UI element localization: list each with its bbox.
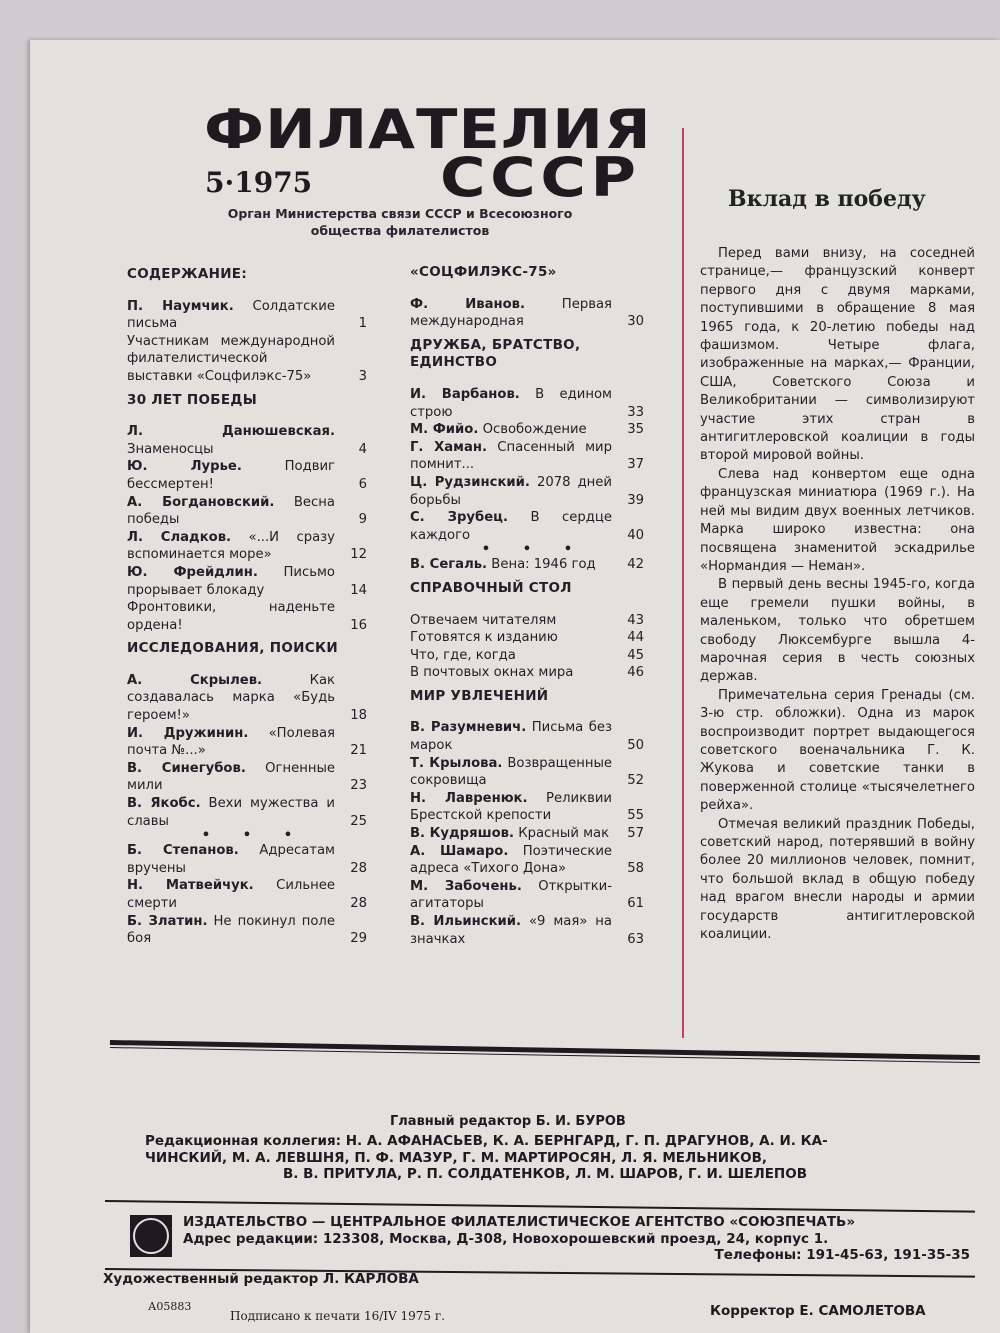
entry-title: Не покинул поле боя [127, 913, 335, 947]
entry-page: 35 [627, 422, 644, 438]
entry-author: И. Дружинин. [127, 725, 249, 741]
entry-title: Как создавалась марка «Будь героем!» [127, 672, 335, 724]
article-paragraph: Слева над конвертом еще одна французская миниатюра (1969 г.). На ней мы видим двух военных летчиков. Марка широко известна: она посвящена знаменитой эскадрилье «Нормандия — Неман». [700, 466, 975, 574]
contents-middle-column [410, 258, 644, 948]
entry-author: В. Ильинский. [410, 914, 522, 929]
entry-text [410, 421, 622, 439]
magazine-title: ФИЛАТЕЛИЯ [204, 98, 652, 161]
entry-title: 2078 дней борьбы [410, 474, 612, 508]
entry-author: Б. Степанов. [127, 843, 239, 859]
entry-page: 63 [627, 931, 644, 947]
art-editor: Художественный редактор Л. КАРЛОВА [103, 1271, 419, 1287]
entry-text [410, 296, 622, 331]
phones: Телефоны: 191-45-63, 191-35-35 [714, 1247, 970, 1263]
contents-entry[interactable] [127, 298, 367, 333]
entry-text [127, 333, 345, 386]
article-paragraph: Отмечая великий праздник Победы, советский народ, потерявший в войну более 20 миллионов человек, помнит, что большой вклад в общую победу над врагом внесли народы и армии государств антигитлеровской коалиции. [700, 816, 975, 943]
contents-entry[interactable] [127, 564, 367, 599]
section-heading: «СОЦФИЛЭКС-75» [410, 264, 557, 280]
entry-title: «...И сразу вспоминается море» [127, 529, 335, 563]
entry-page: 52 [627, 773, 644, 789]
entry-text [127, 423, 345, 458]
entry-author: Ф. Иванов. [410, 296, 526, 312]
entry-author: С. Зрубец. [410, 510, 508, 526]
contents-entry[interactable] [410, 509, 644, 544]
entry-title: «9 мая» на значках [410, 914, 613, 947]
entry-page: 23 [350, 778, 367, 794]
entry-title: Возвращенные сокровища [410, 755, 612, 789]
contents-entry[interactable] [410, 421, 644, 439]
entry-text [410, 474, 622, 509]
entry-author: М. Фийо. [410, 422, 479, 438]
board-line-3: В. В. ПРИТУЛА, Р. П. СОЛДАТЕНКОВ, Л. М. ШАРОВ, Г. И. ШЕЛЕПОВ [283, 1166, 807, 1182]
contents-entry[interactable] [410, 386, 644, 421]
entry-title: Поэтические адреса «Тихого Дона» [410, 843, 612, 877]
red-column-divider [682, 128, 684, 1038]
entry-page: 39 [627, 492, 644, 508]
entry-page: 57 [627, 826, 644, 842]
contents-entry[interactable] [410, 825, 644, 843]
entry-page: 12 [350, 547, 367, 563]
entry-title: Фронтовики, наденьте ордена! [127, 600, 335, 633]
print-code: А05883 [148, 1300, 192, 1313]
entry-title: Письма без марок [410, 720, 612, 754]
contents-entry[interactable] [410, 629, 644, 647]
entry-page: 30 [627, 314, 644, 330]
entry-page: 6 [358, 476, 367, 492]
contents-entry[interactable] [127, 423, 367, 458]
entry-title: Знаменосцы [127, 441, 214, 457]
board-line-1: Редакционная коллегия: Н. А. АФАНАСЬЕВ, К. А. БЕРНГАРД, Г. П. ДРАГУНОВ, А. И. КА- [145, 1133, 828, 1149]
entry-page: 44 [627, 630, 644, 646]
organ-line-1: Орган Министерства связи СССР и Всесоюзного [227, 206, 573, 221]
entry-text [410, 755, 622, 790]
entry-author: Т. Крылова. [410, 755, 503, 771]
entry-title: Вена: 1946 год [491, 557, 596, 573]
entry-page: 29 [350, 931, 367, 947]
entry-author: П. Наумчик. [127, 298, 234, 314]
entry-text [410, 843, 622, 878]
entry-page: 46 [627, 665, 644, 681]
publisher-organ [180, 205, 620, 239]
article-title: Вклад в победу [728, 186, 926, 212]
contents-entry[interactable] [410, 843, 644, 878]
contents-entry[interactable] [127, 529, 367, 564]
article-paragraph: Перед вами внизу, на соседней странице,— французский конверт первого дня с двумя марками, поступившими в обращение 8 мая 1965 года, к 20-летию победы над фашизмом. Четыре флага, изображенные на марках,— Франции, США, Советского Союза и Великобритании — символизируют участие этих стран в антигитлеровской коалиции в годы второй мировой войны. [700, 246, 975, 464]
entry-text [410, 878, 622, 913]
entry-text [127, 913, 345, 948]
contents-entry[interactable] [127, 877, 367, 912]
entry-author: Н. Лавренюк. [410, 790, 528, 806]
contents-entry[interactable] [127, 725, 367, 760]
entry-page: 61 [627, 896, 644, 912]
publisher-block [183, 1214, 973, 1248]
chief-editor: Главный редактор Б. И. БУРОВ [390, 1114, 626, 1129]
article-paragraph: Примечательна серия Гренады (см. 3-ю стр. обложки). Одна из марок воспроизводит портрет выдающегося советского военачальника Г. К. Жукова и советские танки в поверженной столице «тысячелетнего рейха». [700, 687, 975, 814]
section-separator: • • • [201, 828, 307, 844]
entry-author: А. Шамаро. [410, 843, 509, 859]
section-heading: СПРАВОЧНЫЙ СТОЛ [410, 579, 572, 596]
board-line-2: ЧИНСКИЙ, М. А. ЛЕВШНЯ, П. Ф. МАЗУР, Г. М. МАРТИРОСЯН, Л. Я. МЕЛЬНИКОВ, [145, 1149, 768, 1166]
entry-text [127, 842, 345, 877]
entry-title: Письмо прорывает блокаду [127, 564, 335, 598]
entry-text [127, 760, 345, 795]
entry-author: А. Скрылев. [127, 672, 263, 688]
entry-title: Огненные мили [127, 760, 335, 794]
entry-text [410, 612, 622, 630]
entry-page: 55 [627, 808, 644, 824]
entry-text [127, 672, 345, 725]
contents-entry[interactable] [127, 458, 367, 493]
entry-title: Подвиг бессмертен! [127, 459, 335, 492]
entry-author: В. Якобс. [127, 796, 201, 812]
contents-entry[interactable] [410, 790, 644, 825]
section-heading: СОДЕРЖАНИЕ: [127, 266, 248, 282]
article-body [700, 245, 975, 944]
entry-title: Спасенный мир помнит... [410, 439, 612, 473]
entry-page: 40 [627, 527, 644, 543]
entry-text [410, 386, 622, 421]
entry-title: «Полевая почта №...» [127, 725, 335, 759]
entry-author: В. Синегубов. [127, 760, 246, 776]
entry-page: 33 [627, 404, 644, 420]
contents-entry[interactable] [410, 474, 644, 509]
entry-title: В сердце каждого [410, 510, 612, 543]
entry-text [127, 458, 345, 493]
entry-author: В. Разумневич. [410, 720, 527, 736]
entry-author: М. Забочень. [410, 878, 522, 894]
contents-entry[interactable] [410, 439, 644, 474]
entry-text [410, 439, 622, 474]
contents-entry[interactable] [410, 296, 644, 331]
entry-text [127, 795, 345, 830]
entry-author: Ю. Лурье. [127, 459, 242, 475]
entry-page: 50 [627, 738, 644, 754]
entry-title: Что, где, когда [410, 647, 516, 663]
entry-page: 42 [627, 557, 644, 573]
contents-entry[interactable] [127, 333, 367, 386]
entry-author: Ц. Рудзинский. [410, 474, 530, 490]
entry-page: 18 [350, 708, 367, 724]
article-paragraph: В первый день весны 1945-го, когда еще гремели пушки войны, в маленьком, только что обретшем свободу Люксембурге вышла 4-марочная серия в честь союзных держав. [700, 577, 975, 685]
entry-text [410, 913, 622, 948]
entry-title: Участникам международной филателистической выставки «Соцфилэкс-75» [127, 333, 335, 384]
contents-entry[interactable] [127, 599, 367, 634]
entry-page: 28 [350, 860, 367, 876]
entry-title: Отвечаем читателям [410, 612, 557, 628]
entry-title: В едином строю [410, 386, 612, 420]
entry-text [127, 877, 345, 912]
contents-entry[interactable] [127, 494, 367, 529]
entry-text [410, 647, 622, 665]
editorial-address: Адрес редакции: 123308, Москва, Д-308, Новохорошевский проезд, 24, корпус 1. [183, 1231, 829, 1247]
entry-title: Сильнее смерти [127, 878, 335, 911]
entry-page: 16 [350, 617, 367, 633]
contents-entry[interactable] [127, 795, 367, 830]
section-heading: ДРУЖБА, БРАТСТВО, ЕДИНСТВО [410, 336, 581, 371]
contents-entry[interactable] [127, 672, 367, 725]
contents-entry[interactable] [410, 556, 644, 574]
entry-author: Л. Данюшевская. [127, 424, 335, 440]
entry-author: И. Варбанов. [410, 386, 520, 402]
entry-author: Н. Матвейчук. [127, 878, 254, 894]
entry-author: В. Кудряшов. [410, 826, 515, 842]
corrector: Корректор Е. САМОЛЕТОВА [710, 1303, 926, 1319]
entry-author: Л. Сладков. [127, 529, 232, 545]
signed-to-print: Подписано к печати 16/IV 1975 г. [230, 1309, 445, 1323]
entry-text [410, 664, 622, 682]
contents-entry[interactable] [410, 755, 644, 790]
entry-page: 43 [627, 612, 644, 628]
entry-title: Красный мак [518, 826, 610, 842]
entry-title: Адресатам вручены [127, 843, 335, 876]
entry-title: Открытки-агитаторы [410, 878, 612, 912]
entry-page: 21 [350, 743, 367, 759]
entry-title: Реликвии Брестской крепости [410, 790, 612, 824]
entry-text [127, 494, 345, 529]
entry-page: 45 [627, 647, 644, 663]
editorial-board [145, 1133, 945, 1183]
section-heading: 30 ЛЕТ ПОБЕДЫ [127, 391, 258, 408]
entry-page: 25 [350, 813, 367, 829]
contents-entry[interactable] [127, 842, 367, 877]
section-separator: • • • [481, 542, 587, 558]
entry-text [410, 825, 622, 843]
entry-page: 1 [358, 316, 367, 332]
contents-entry[interactable] [410, 913, 644, 948]
contents-entry[interactable] [410, 878, 644, 913]
publisher-logo-icon [130, 1215, 172, 1257]
entry-page: 14 [350, 582, 367, 598]
entry-title: Освобождение [482, 422, 587, 438]
entry-page: 4 [358, 441, 367, 457]
entry-page: 58 [627, 861, 644, 877]
section-heading: МИР УВЛЕЧЕНИЙ [410, 687, 549, 704]
entry-title: Первая международная [410, 296, 612, 330]
contents-entry[interactable] [410, 664, 644, 682]
contents-entry[interactable] [410, 612, 644, 630]
contents-entry[interactable] [410, 647, 644, 665]
publisher-name: ИЗДАТЕЛЬСТВО — ЦЕНТРАЛЬНОЕ ФИЛАТЕЛИСТИЧЕСКОЕ АГЕНТСТВО «СОЮЗПЕЧАТЬ» [183, 1214, 856, 1230]
entry-page: 28 [350, 896, 367, 911]
section-heading: ИССЛЕДОВАНИЯ, ПОИСКИ [127, 640, 338, 657]
entry-title: Готовятся к изданию [410, 630, 558, 646]
entry-author: Г. Хаман. [410, 439, 487, 455]
entry-text [410, 556, 622, 574]
entry-author: В. Сегаль. [410, 557, 488, 573]
entry-title: Солдатские письма [127, 298, 335, 332]
entry-page: 9 [358, 512, 367, 528]
contents-entry[interactable] [127, 913, 367, 948]
entry-text [410, 719, 622, 754]
entry-text [127, 529, 345, 564]
entry-page: 3 [358, 368, 367, 384]
entry-text [127, 564, 345, 599]
entry-text [410, 509, 622, 544]
entry-title: В почтовых окнах мира [410, 665, 574, 681]
entry-title: Весна победы [127, 494, 335, 528]
entry-title: Вехи мужества и славы [127, 796, 335, 829]
entry-text [127, 725, 345, 760]
entry-page: 37 [627, 457, 644, 473]
contents-entry[interactable] [410, 719, 644, 754]
entry-text [410, 629, 622, 647]
issue-number: 5·1975 [205, 166, 313, 199]
entry-author: Ю. Фрейдлин. [127, 564, 258, 580]
magazine-title-ussr: СССР [440, 146, 641, 209]
organ-line-2: общества филателистов [310, 223, 490, 238]
entry-text [127, 298, 345, 333]
contents-left-column [127, 260, 367, 948]
contents-entry[interactable] [127, 760, 367, 795]
entry-text [127, 599, 345, 634]
entry-author: Б. Златин. [127, 913, 208, 929]
entry-text [410, 790, 622, 825]
entry-author: А. Богдановский. [127, 494, 275, 510]
